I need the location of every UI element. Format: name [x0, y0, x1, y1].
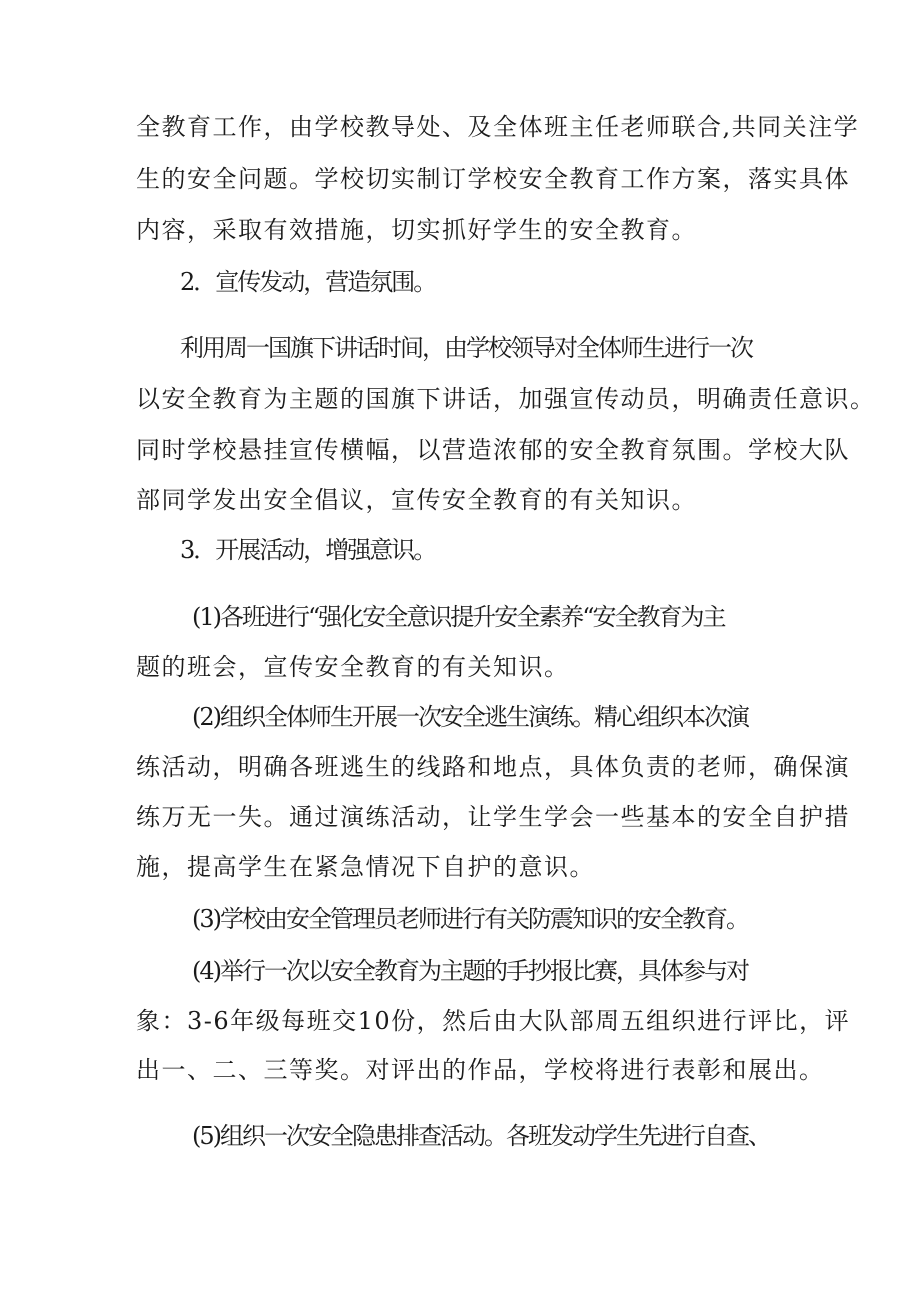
- list-item-line: (1)各班进行“强化安全意识提升安全素养“安全教育为主: [192, 603, 725, 631]
- paragraph-line: 生的安全问题。学校切实制订学校安全教育工作方案，落实具体: [136, 165, 850, 193]
- list-item-line: 题的班会，宣传安全教育的有关知识。: [136, 653, 570, 681]
- section-heading: 2．宣传发动，营造氛围。: [180, 268, 436, 296]
- list-item-line: (4)举行一次以安全教育为主题的手抄报比赛，具体参与对: [192, 957, 748, 985]
- list-item-line: 出一、二、三等奖。对评出的作品，学校将进行表彰和展出。: [136, 1056, 825, 1084]
- list-item-line: 练活动，明确各班逃生的线路和地点，具体负责的老师，确保演: [136, 753, 850, 781]
- list-item-line: 象：3-6年级每班交10份，然后由大队部周五组织进行评比，评: [136, 1007, 851, 1035]
- list-item-line: (3)学校由安全管理员老师进行有关防震知识的安全教育。: [192, 905, 748, 933]
- paragraph-line: 同时学校悬挂宣传横幅，以营造浓郁的安全教育氛围。学校大队: [136, 436, 850, 464]
- paragraph-line: 利用周一国旗下讲话时间，由学校领导对全体师生进行一次: [180, 334, 752, 362]
- paragraph-line: 以安全教育为主题的国旗下讲话，加强宣传动员，明确责任意识。: [136, 385, 876, 413]
- paragraph-line: 内容，采取有效措施，切实抓好学生的安全教育。: [136, 216, 697, 244]
- list-item-line: 练万无一失。通过演练活动，让学生学会一些基本的安全自护措: [136, 803, 850, 831]
- section-heading: 3．开展活动，增强意识。: [180, 536, 436, 564]
- paragraph-line: 部同学发出安全倡议，宣传安全教育的有关知识。: [136, 486, 697, 514]
- list-item-line: 施，提高学生在紧急情况下自护的意识。: [136, 853, 595, 881]
- paragraph-line: 全教育工作，由学校教导处、及全体班主任老师联合,共同关注学: [136, 113, 860, 141]
- list-item-line: (5)组织一次安全隐患排查活动。各班发动学生先进行自查、: [192, 1122, 770, 1150]
- list-item-line: (2)组织全体师生开展一次安全逃生演练。精心组织本次演: [192, 703, 748, 731]
